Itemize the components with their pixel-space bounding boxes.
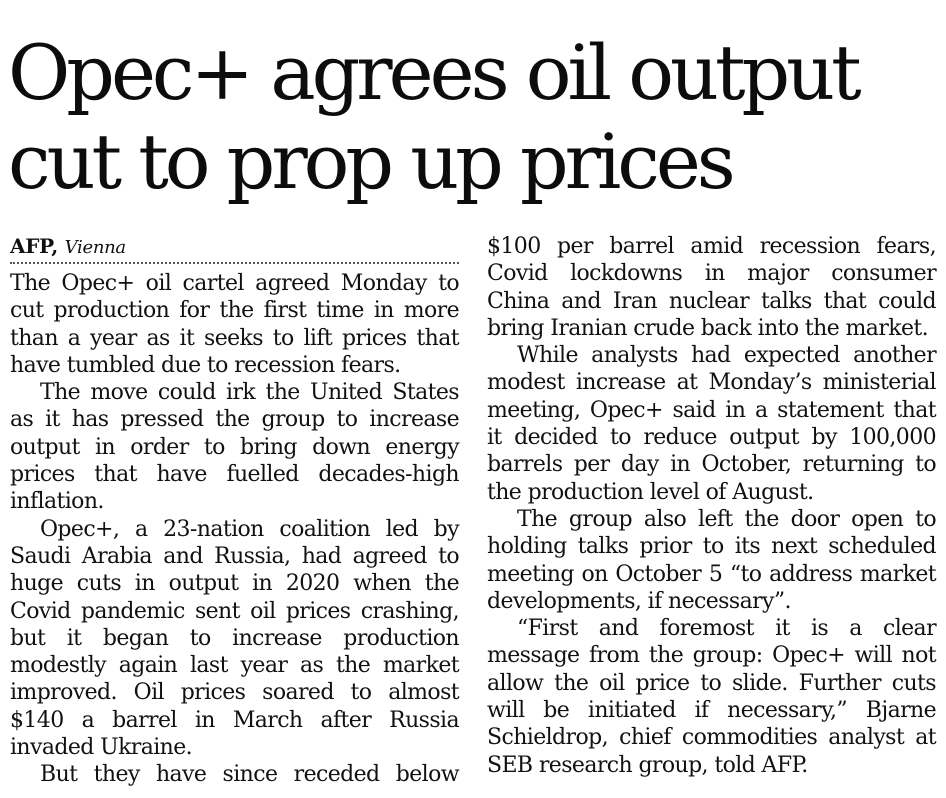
headline: Opec+ agrees oil output cut to prop up prices bbox=[8, 28, 858, 206]
paragraph: While analysts had expected another modest increase at Monday’s ministerial meeting, Opec+ said in a statement that it decided to reduce output by 100,000 barrels per day in October, returning to the production level of August. bbox=[487, 343, 936, 505]
byline bbox=[10, 233, 459, 264]
article-column-right bbox=[487, 233, 936, 779]
paragraph: But they have since receded below bbox=[40, 762, 459, 788]
paragraph: The move could irk the United States as it has pressed the group to increase output in order to bring down energy prices that have fuelled decades-high inflation. bbox=[10, 380, 459, 515]
paragraph: The group also left the door open to holding talks prior to its next scheduled meeting on October 5 “to address market developments, if necessary”. bbox=[487, 506, 936, 614]
byline-location: Vienna bbox=[64, 237, 126, 258]
article-column-left bbox=[10, 233, 459, 789]
byline-agency: AFP, bbox=[10, 234, 58, 258]
paragraph: Opec+, a 23-nation coalition led by Saudi Arabia and Russia, had agreed to huge cuts in output in 2020 when the Covid pandemic sent oil prices crashing, but it began to increase production modestly again last year as the market improved. Oil prices soared to almost $140 a barrel in March after Russia invaded Ukraine. bbox=[10, 516, 459, 761]
paragraph: $100 per barrel amid recession fears, Covid lockdowns in major consumer China and Iran nuclear talks that could bring Iranian crude back into the market. bbox=[487, 234, 936, 341]
paragraph: “First and foremost it is a clear message from the group: Opec+ will not allow the oil price to slide. Further cuts will be initiated if necessary,” Bjarne Schieldrop, chief commodities analyst at SEB research group, told AFP. bbox=[487, 616, 936, 778]
paragraph: The Opec+ oil cartel agreed Monday to cut production for the first time in more than a year as it seeks to lift prices that have tumbled due to recession fears. bbox=[10, 271, 459, 378]
